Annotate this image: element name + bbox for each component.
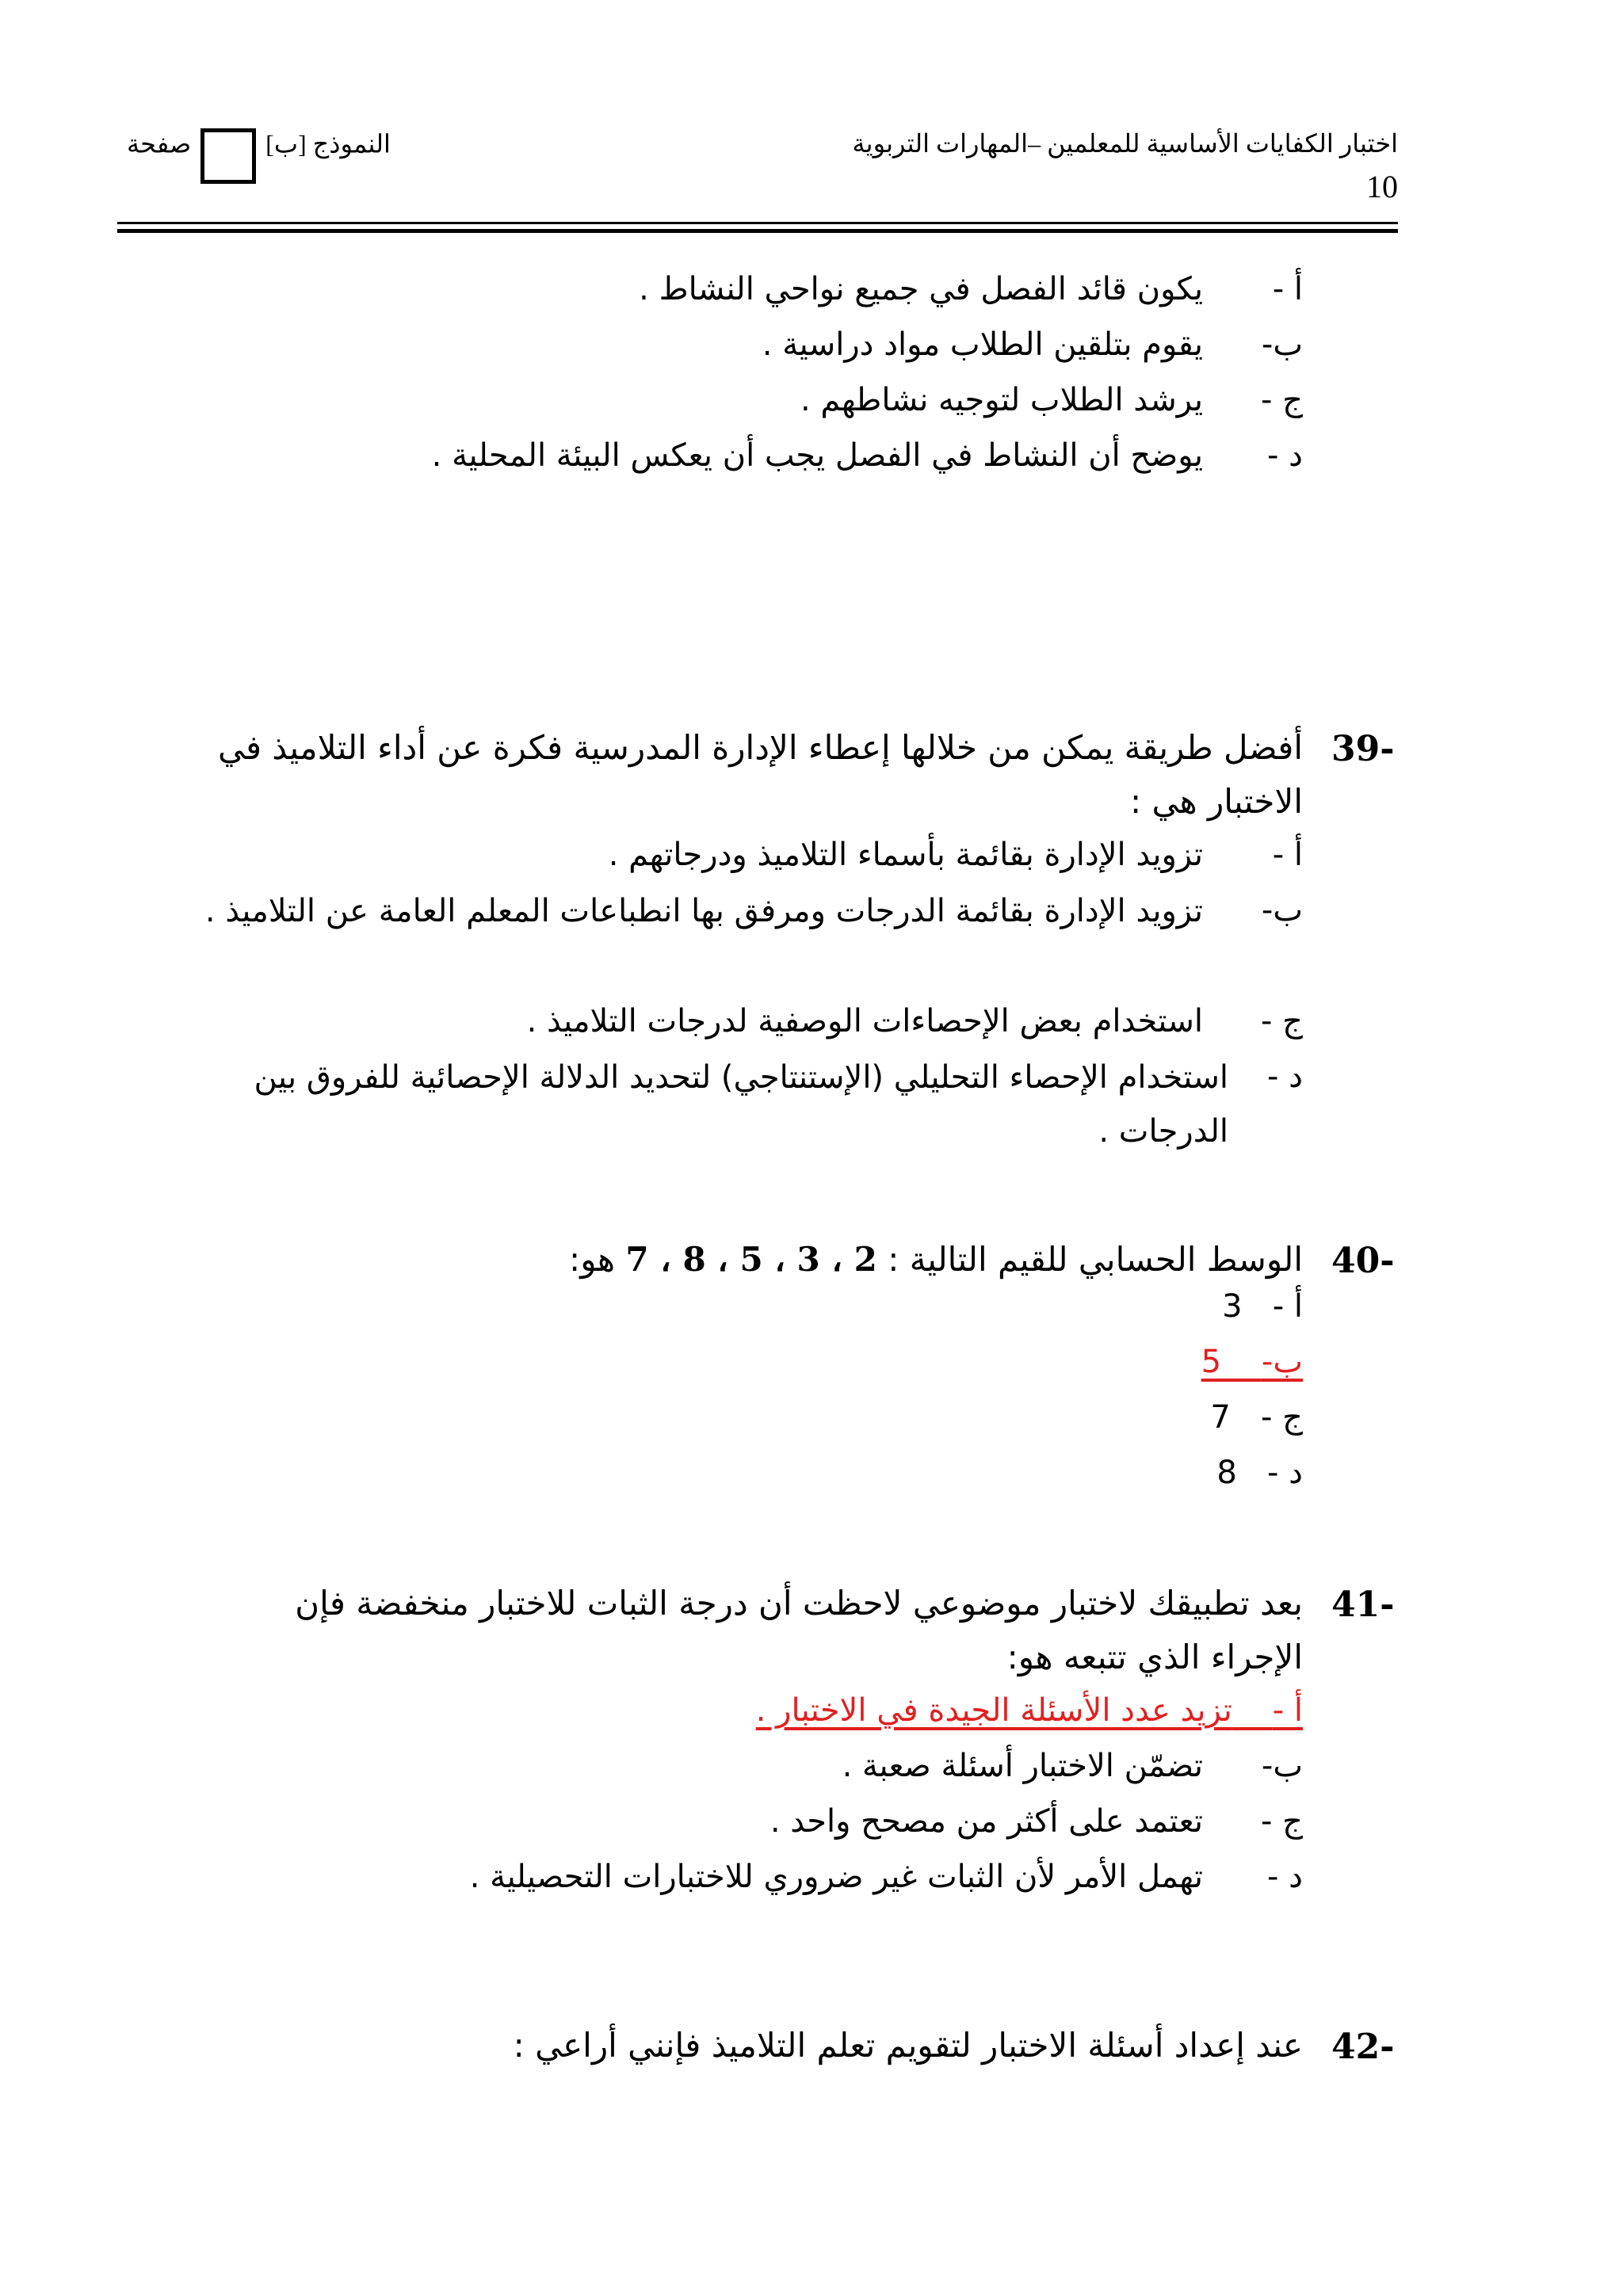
- option-text: استخدام بعض الإحصاءات الوصفية لدرجات التلاميذ .: [526, 1003, 1203, 1039]
- option-letter: أ -: [1272, 1288, 1303, 1325]
- form-indicator: [127, 119, 391, 174]
- option-letter: ب-: [1261, 1748, 1303, 1784]
- option-text: يقوم بتلقين الطلاب مواد دراسية .: [762, 326, 1203, 363]
- form-letter: [ب]: [265, 129, 307, 158]
- question-number: 42-: [1331, 2027, 1395, 2067]
- option-text: تزيد عدد الأسئلة الجيدة في الاختبار .: [755, 1692, 1232, 1729]
- option-letter: ج -: [1261, 382, 1303, 418]
- option-text: يوضح أن النشاط في الفصل يجب أن يعكس البيئة المحلية .: [431, 437, 1203, 474]
- option-letter: د -: [1267, 1058, 1303, 1095]
- option-text: تضمّن الاختبار أسئلة صعبة .: [842, 1748, 1203, 1784]
- header-rule-thick: [117, 229, 1398, 233]
- question-text-after: هو:: [569, 1240, 616, 1279]
- form-label: النموذج: [312, 129, 391, 158]
- option-row: [1216, 1455, 1303, 1491]
- question-number: 40-: [1331, 1241, 1395, 1281]
- correct-option-row: [1201, 1344, 1303, 1380]
- question-values: 2 ، 3 ، 5 ، 8 ، 7: [625, 1240, 877, 1279]
- option-text: 7: [1210, 1399, 1231, 1436]
- option-text: 8: [1216, 1455, 1237, 1491]
- option-text: استخدام الإحصاء التحليلي (الإستنتاجي) لتحديد الدلالة الإحصائية للفروق بين الدرجات .: [254, 1059, 1228, 1150]
- option-text: يكون قائد الفصل في جميع نواحي النشاط .: [639, 271, 1203, 307]
- question-text: بعد تطبيقك لاختبار موضوعي لاحظت أن درجة الثبات للاختبار منخفضة فإن الإجراء الذي تتبعه هو:: [295, 1584, 1303, 1676]
- option-letter: أ -: [1272, 271, 1303, 307]
- option-letter: ج -: [1261, 1003, 1303, 1039]
- exam-title: اختبار الكفايات الأساسية للمعلمين –المهارات التربوية: [852, 129, 1398, 158]
- question-number: 41-: [1331, 1585, 1395, 1625]
- option-text: تزويد الإدارة بقائمة بأسماء التلاميذ ودرجاتهم .: [608, 837, 1203, 873]
- option-text: 3: [1222, 1288, 1243, 1325]
- option-text: 5: [1201, 1344, 1222, 1380]
- option-letter: ج -: [1261, 1803, 1303, 1840]
- option-letter: أ -: [1272, 1692, 1303, 1729]
- question-number: 39-: [1331, 729, 1395, 769]
- page-label: صفحة: [127, 129, 192, 158]
- option-letter: د -: [1267, 437, 1303, 474]
- option-letter: د -: [1267, 1455, 1303, 1491]
- question-text: عند إعداد أسئلة الاختبار لتقويم تعلم التلاميذ فإنني أراعي :: [513, 2026, 1303, 2065]
- option-letter: ب-: [1261, 326, 1303, 363]
- option-text: تزويد الإدارة بقائمة الدرجات ومرفق بها انطباعات المعلم العامة عن التلاميذ .: [204, 893, 1203, 929]
- option-row: [1222, 1288, 1303, 1325]
- option-text: تهمل الأمر لأن الثبات غير ضروري للاختبارات التحصيلية .: [469, 1859, 1203, 1895]
- header-rule: [117, 222, 1398, 224]
- option-letter: أ -: [1272, 837, 1303, 873]
- correct-option-row: [756, 1692, 1303, 1729]
- page-number-box: [200, 128, 256, 184]
- option-text: يرشد الطلاب لتوجيه نشاطهم .: [800, 382, 1203, 418]
- question-text-before: الوسط الحسابي للقيم التالية :: [888, 1240, 1303, 1279]
- option-letter: ب-: [1261, 1344, 1303, 1380]
- option-letter: ج -: [1261, 1399, 1303, 1436]
- option-letter: د -: [1267, 1859, 1303, 1895]
- question-text: [569, 1233, 1303, 1287]
- option-row: [1210, 1399, 1303, 1436]
- option-text: تعتمد على أكثر من مصحح واحد .: [769, 1803, 1203, 1840]
- question-text: أفضل طريقة يمكن من خلالها إعطاء الإدارة المدرسية فكرة عن أداء التلاميذ في الاختبار هي :: [217, 728, 1303, 821]
- page-number: 10: [1366, 169, 1398, 204]
- option-letter: ب-: [1261, 892, 1303, 929]
